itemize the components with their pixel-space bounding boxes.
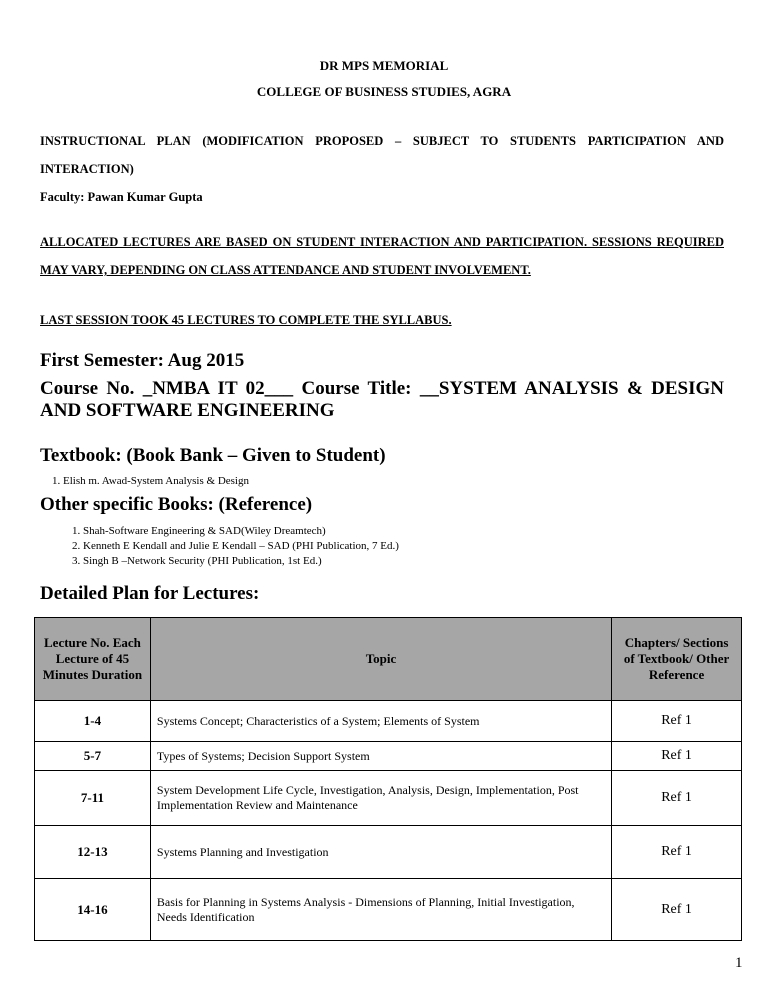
reference-item: 3. Singh B –Network Security (PHI Publication, 1st Ed.) [72, 555, 322, 567]
topic: Systems Concept; Characteristics of a System; Elements of System [150, 701, 611, 742]
topic: Basis for Planning in Systems Analysis - Dimensions of Planning, Initial Investigation, Needs Identification [150, 879, 611, 941]
reference: Ref 1 [612, 826, 742, 879]
college-name-line2: COLLEGE OF BUSINESS STUDIES, AGRA [256, 84, 512, 99]
lecture-no: 5-7 [35, 742, 151, 771]
table-row [35, 742, 742, 771]
reference-item: 2. Kenneth E Kendall and Julie E Kendall – SAD (PHI Publication, 7 Ed.) [72, 540, 399, 552]
table-row [35, 826, 742, 879]
table-row [35, 879, 742, 941]
table-row [35, 701, 742, 742]
college-name-line1: DR MPS MEMORIAL [319, 58, 449, 73]
other-books-heading: Other specific Books: (Reference) [40, 494, 313, 515]
lecture-no: 14-16 [35, 879, 151, 941]
plan-heading: Detailed Plan for Lectures: [40, 583, 260, 604]
header-topic: Topic [150, 618, 611, 701]
topic: Systems Planning and Investigation [150, 826, 611, 879]
notice-last-session: LAST SESSION TOOK 45 LECTURES TO COMPLETE THE SYLLABUS. [40, 313, 452, 327]
course-heading: Course No. _NMBA IT 02___ Course Title: __SYSTEM ANALYSIS & DESIGN AND SOFTWARE ENGINEERING [40, 378, 724, 421]
page-number: 1 [735, 955, 743, 971]
reference-item: 1. Shah-Software Engineering & SAD(Wiley Dreamtech) [72, 525, 326, 537]
reference: Ref 1 [612, 742, 742, 771]
topic: Types of Systems; Decision Support System [150, 742, 611, 771]
textbook-item: 1. Elish m. Awad-System Analysis & Design [52, 475, 249, 487]
semester-heading: First Semester: Aug 2015 [40, 350, 245, 371]
topic: System Development Life Cycle, Investigation, Analysis, Design, Implementation, Post Implementation Review and Maintenance [150, 771, 611, 826]
lecture-plan-table [34, 617, 742, 941]
plan-title: INSTRUCTIONAL PLAN (MODIFICATION PROPOSED – SUBJECT TO STUDENTS PARTICIPATION AND INTERACTION) [40, 134, 724, 176]
lecture-no: 7-11 [35, 771, 151, 826]
reference: Ref 1 [612, 879, 742, 941]
header-reference: Chapters/ Sections of Textbook/ Other Reference [612, 618, 742, 701]
table-row [35, 771, 742, 826]
lecture-no: 1-4 [35, 701, 151, 742]
header-lecture-no: Lecture No. Each Lecture of 45 Minutes Duration [35, 618, 151, 701]
textbook-heading: Textbook: (Book Bank – Given to Student) [40, 445, 386, 466]
notice-allocated-lectures: ALLOCATED LECTURES ARE BASED ON STUDENT INTERACTION AND PARTICIPATION. SESSIONS REQUIRED MAY VARY, DEPENDING ON CLASS ATTENDANCE AND STUDENT INVOLVEMENT. [40, 235, 724, 277]
table-header-row [35, 618, 742, 701]
reference: Ref 1 [612, 701, 742, 742]
lecture-no: 12-13 [35, 826, 151, 879]
faculty: Faculty: Pawan Kumar Gupta [40, 190, 203, 204]
reference: Ref 1 [612, 771, 742, 826]
